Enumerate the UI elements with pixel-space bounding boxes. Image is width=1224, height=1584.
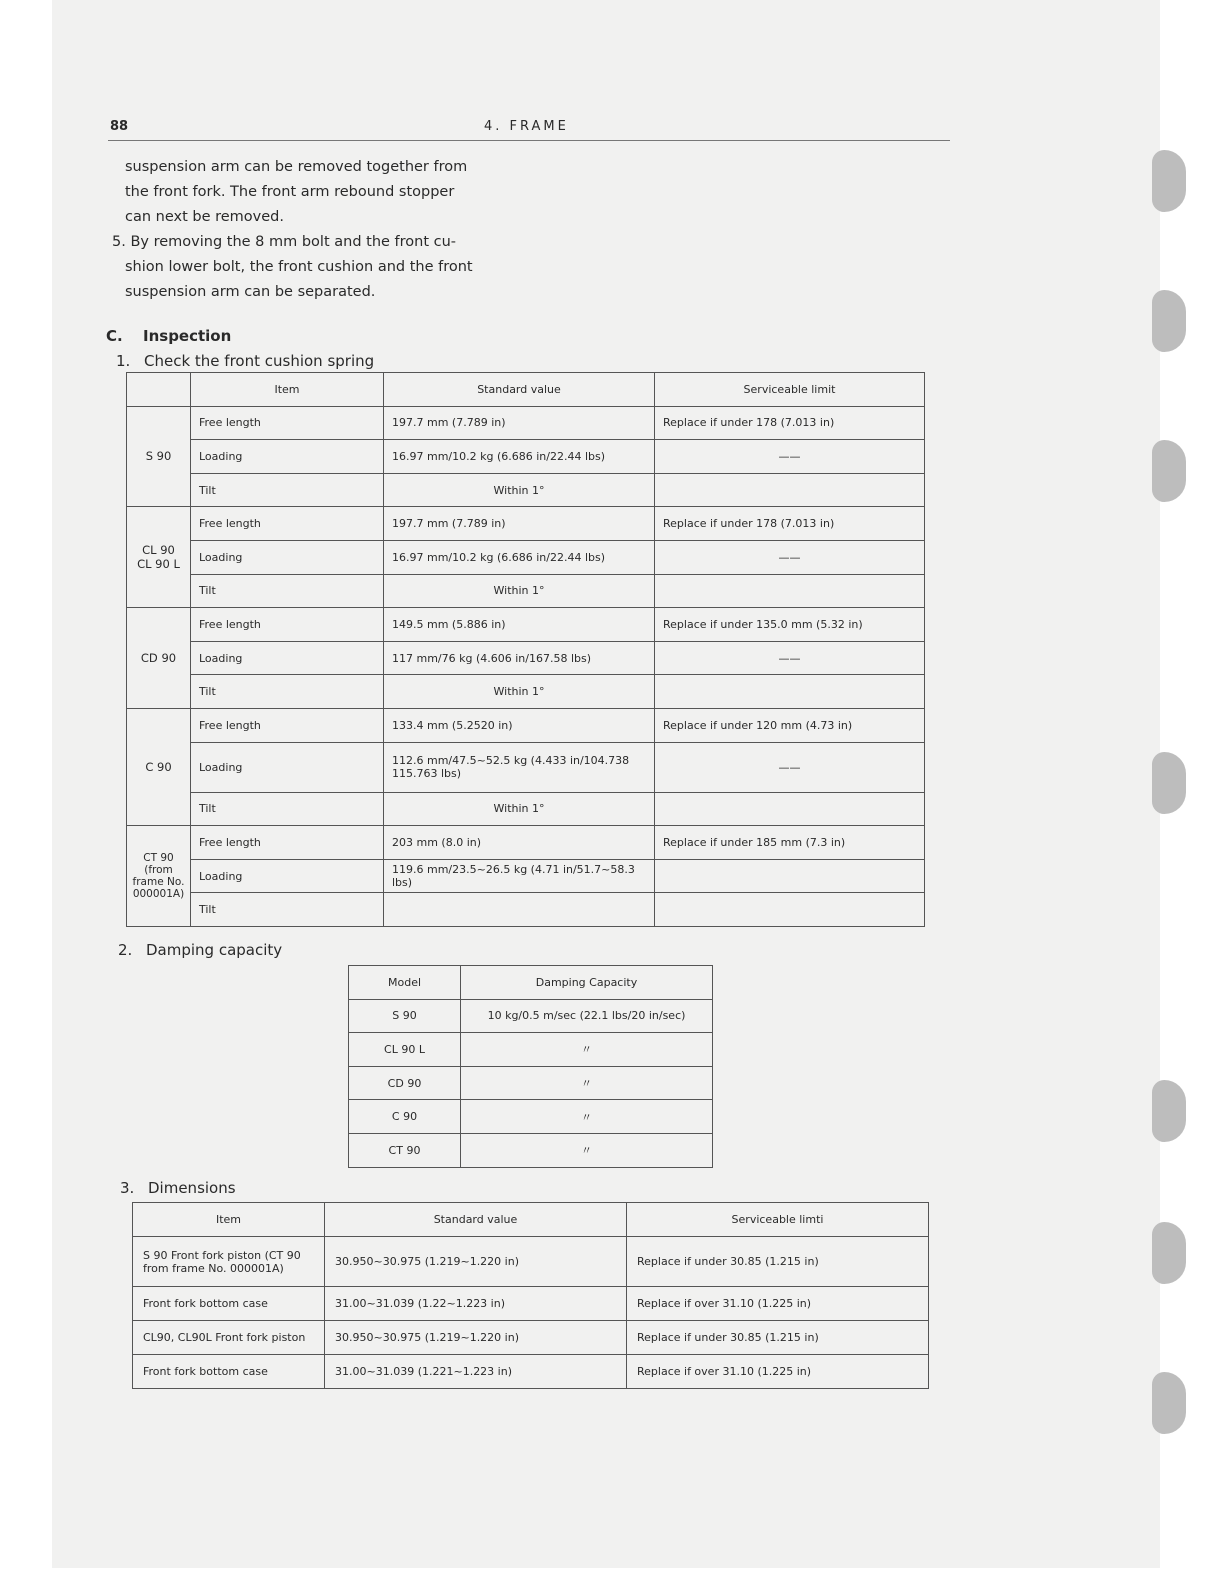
header-standard: Standard value — [325, 1203, 627, 1237]
item-cell: Free length — [191, 708, 384, 742]
item-cell: Loading — [191, 540, 384, 574]
text-line: can next be removed. — [125, 209, 284, 225]
limit-cell — [655, 893, 925, 927]
table-row — [127, 507, 925, 541]
standard-cell: Within 1° — [384, 675, 655, 709]
punch-hole — [1152, 150, 1186, 212]
item-cell: Front fork bottom case — [133, 1355, 325, 1389]
item-cell: Loading — [191, 641, 384, 675]
item-cell: Loading — [191, 440, 384, 474]
limit-cell: —— — [655, 742, 925, 792]
header-limit: Serviceable limti — [627, 1203, 929, 1237]
table-header-row — [349, 966, 713, 1000]
limit-cell — [655, 473, 925, 507]
standard-cell: 112.6 mm/47.5~52.5 kg (4.433 in/104.738 115.763 lbs) — [384, 742, 655, 792]
punch-hole — [1152, 290, 1186, 352]
limit-cell: —— — [655, 540, 925, 574]
standard-cell: 16.97 mm/10.2 kg (6.686 in/22.44 lbs) — [384, 540, 655, 574]
limit-cell: Replace if under 30.85 (1.215 in) — [627, 1321, 929, 1355]
standard-cell: Within 1° — [384, 574, 655, 608]
capacity-cell: 〃 — [461, 1066, 713, 1100]
table-row — [127, 826, 925, 860]
item-cell: Tilt — [191, 574, 384, 608]
item-cell: Tilt — [191, 473, 384, 507]
standard-cell: 133.4 mm (5.2520 in) — [384, 708, 655, 742]
limit-cell: Replace if under 178 (7.013 in) — [655, 406, 925, 440]
limit-cell — [655, 859, 925, 893]
punch-hole — [1152, 1080, 1186, 1142]
item-cell: S 90 Front fork piston (CT 90 from frame No. 000001A) — [133, 1237, 325, 1287]
header-rule — [108, 140, 950, 141]
standard-cell: 16.97 mm/10.2 kg (6.686 in/22.44 lbs) — [384, 440, 655, 474]
item-cell: Tilt — [191, 792, 384, 826]
model-cell: S 90 — [127, 406, 191, 507]
item-cell: Free length — [191, 406, 384, 440]
table-row — [127, 742, 925, 792]
item-cell: CL90, CL90L Front fork piston — [133, 1321, 325, 1355]
damping-table — [348, 965, 713, 1168]
dimensions-table — [132, 1202, 929, 1389]
section-letter: C. — [106, 327, 123, 345]
header-item: Item — [133, 1203, 325, 1237]
header-model: Model — [349, 966, 461, 1000]
section-title: Inspection — [143, 327, 232, 345]
standard-cell: 197.7 mm (7.789 in) — [384, 507, 655, 541]
model-cell: S 90 — [349, 999, 461, 1033]
table-row — [133, 1321, 929, 1355]
model-cell: CT 90 — [349, 1133, 461, 1167]
table-row — [349, 1133, 713, 1167]
item-cell: Tilt — [191, 893, 384, 927]
model-cell: CL 90 CL 90 L — [127, 507, 191, 608]
table-row — [127, 675, 925, 709]
table-row — [127, 608, 925, 642]
table-row — [349, 1066, 713, 1100]
table-row — [127, 406, 925, 440]
item-cell: Tilt — [191, 675, 384, 709]
punch-hole — [1152, 1372, 1186, 1434]
table-row — [127, 473, 925, 507]
table-row — [133, 1237, 929, 1287]
item-cell: Free length — [191, 608, 384, 642]
header-blank — [127, 373, 191, 407]
limit-cell: Replace if over 31.10 (1.225 in) — [627, 1355, 929, 1389]
header-item: Item — [191, 373, 384, 407]
limit-cell: —— — [655, 641, 925, 675]
table-row — [127, 708, 925, 742]
text-line: shion lower bolt, the front cushion and the front — [125, 259, 473, 275]
standard-cell — [384, 893, 655, 927]
limit-cell: —— — [655, 440, 925, 474]
capacity-cell: 10 kg/0.5 m/sec (22.1 lbs/20 in/sec) — [461, 999, 713, 1033]
dimensions-heading: 3. Dimensions — [120, 1179, 236, 1197]
standard-cell: Within 1° — [384, 473, 655, 507]
limit-cell: Replace if over 31.10 (1.225 in) — [627, 1287, 929, 1321]
table-row — [349, 999, 713, 1033]
limit-cell: Replace if under 135.0 mm (5.32 in) — [655, 608, 925, 642]
standard-cell: 149.5 mm (5.886 in) — [384, 608, 655, 642]
limit-cell: Replace if under 185 mm (7.3 in) — [655, 826, 925, 860]
item-cell: Loading — [191, 742, 384, 792]
limit-cell — [655, 792, 925, 826]
table-row — [127, 641, 925, 675]
capacity-cell: 〃 — [461, 1033, 713, 1067]
limit-cell: Replace if under 30.85 (1.215 in) — [627, 1237, 929, 1287]
model-cell: CT 90 (from frame No. 000001A) — [127, 826, 191, 927]
table-row — [127, 792, 925, 826]
table-row — [349, 1033, 713, 1067]
text-line: the front fork. The front arm rebound stopper — [125, 184, 455, 200]
model-cell: C 90 — [349, 1100, 461, 1134]
limit-cell: Replace if under 178 (7.013 in) — [655, 507, 925, 541]
header-capacity: Damping Capacity — [461, 966, 713, 1000]
punch-hole — [1152, 752, 1186, 814]
standard-cell: 203 mm (8.0 in) — [384, 826, 655, 860]
standard-cell: 197.7 mm (7.789 in) — [384, 406, 655, 440]
table-row — [127, 574, 925, 608]
standard-cell: 30.950~30.975 (1.219~1.220 in) — [325, 1321, 627, 1355]
limit-cell: Replace if under 120 mm (4.73 in) — [655, 708, 925, 742]
damping-heading: 2. Damping capacity — [118, 941, 283, 959]
limit-cell — [655, 675, 925, 709]
standard-cell: 117 mm/76 kg (4.606 in/167.58 lbs) — [384, 641, 655, 675]
table-row — [133, 1355, 929, 1389]
item-cell: Loading — [191, 859, 384, 893]
model-cell: C 90 — [127, 708, 191, 825]
standard-cell: 31.00~31.039 (1.22~1.223 in) — [325, 1287, 627, 1321]
table-row — [127, 540, 925, 574]
table-header-row — [133, 1203, 929, 1237]
limit-cell — [655, 574, 925, 608]
punch-hole — [1152, 1222, 1186, 1284]
item-cell: Free length — [191, 507, 384, 541]
intro-text — [112, 155, 497, 305]
capacity-cell: 〃 — [461, 1100, 713, 1134]
model-cell: CD 90 — [127, 608, 191, 709]
item-cell: Front fork bottom case — [133, 1287, 325, 1321]
header-standard: Standard value — [384, 373, 655, 407]
model-cell: CD 90 — [349, 1066, 461, 1100]
page-number: 88 — [110, 119, 129, 134]
table-row — [127, 893, 925, 927]
standard-cell: 31.00~31.039 (1.221~1.223 in) — [325, 1355, 627, 1389]
section-heading — [106, 327, 231, 345]
header-limit: Serviceable limit — [655, 373, 925, 407]
standard-cell: 30.950~30.975 (1.219~1.220 in) — [325, 1237, 627, 1287]
text-line: suspension arm can be separated. — [125, 284, 376, 300]
model-cell: CL 90 L — [349, 1033, 461, 1067]
capacity-cell: 〃 — [461, 1133, 713, 1167]
table-row — [349, 1100, 713, 1134]
table-row — [127, 859, 925, 893]
text-line: 5. By removing the 8 mm bolt and the front cu- — [112, 234, 457, 250]
table-header-row — [127, 373, 925, 407]
text-line: suspension arm can be removed together from — [125, 159, 468, 175]
punch-hole — [1152, 440, 1186, 502]
spring-table — [126, 372, 925, 927]
table-row — [133, 1287, 929, 1321]
table-row — [127, 440, 925, 474]
chapter-title: 4. FRAME — [484, 119, 569, 134]
standard-cell: Within 1° — [384, 792, 655, 826]
spring-heading: 1. Check the front cushion spring — [116, 352, 375, 370]
standard-cell: 119.6 mm/23.5~26.5 kg (4.71 in/51.7~58.3 lbs) — [384, 859, 655, 893]
item-cell: Free length — [191, 826, 384, 860]
